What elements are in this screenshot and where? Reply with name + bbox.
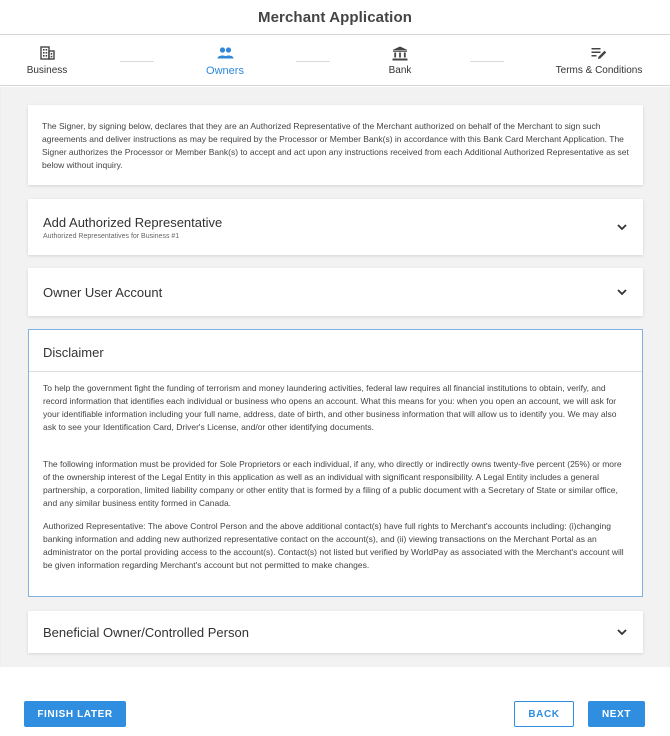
disclaimer-paragraph: Authorized Representative: The above Control Person and the above additional contact(s) have full rights to Merchant's accounts including: (i)changing banking information and adding new authorized representative contact on the account(s), and (ii) viewing transactions on the Merchant Portal as an administrator on the portal providing access to the account(s). Contact(s) not listed but verified by WorldPay as associated with the Merchant's account will be given information regarding Merchant's account but not permitted to make changes. (43, 521, 624, 570)
chevron-down-icon[interactable] (616, 626, 628, 638)
owner-user-account-section[interactable] (28, 268, 643, 316)
step-label: Business (26, 65, 68, 76)
progress-stepper (0, 34, 670, 86)
step-connector (470, 61, 504, 62)
next-button[interactable]: NEXT (588, 701, 645, 727)
add-authorized-representative-section[interactable] (28, 199, 643, 255)
signer-declaration-text: The Signer, by signing below, declares that they are an Authorized Representative of the Merchant authorized on behalf of the Merchant to sign such agreements and deliver instructions as may be required by the Processor or Member Bank(s) in accordance with this Bank Card Merchant Application. The Signer authorizes the Processor or Member Bank(s) to accept and act upon any instructions received from each Additional Authorized Representative as set below without inquiry. (42, 121, 629, 170)
app-header (0, 0, 670, 34)
section-title: Owner User Account (43, 284, 163, 300)
step-label: Terms & Conditions (555, 65, 643, 76)
back-button[interactable]: BACK (514, 701, 574, 727)
step-label: Owners (206, 64, 244, 77)
page-title: Merchant Application (258, 8, 412, 26)
building-icon (38, 44, 56, 62)
disclaimer-body (29, 372, 642, 572)
section-subtitle: Authorized Representatives for Business #1 (43, 232, 180, 240)
step-connector (120, 61, 154, 62)
chevron-down-icon[interactable] (616, 221, 628, 233)
chevron-down-icon[interactable] (616, 286, 628, 298)
footer-actions (0, 667, 670, 736)
step-owners[interactable] (195, 35, 255, 85)
signer-declaration-card (28, 105, 643, 185)
bank-icon (391, 44, 409, 62)
finish-later-button[interactable]: FINISH LATER (24, 701, 126, 727)
disclaimer-header[interactable] (29, 330, 642, 372)
people-icon (216, 44, 234, 62)
step-business[interactable] (18, 35, 76, 85)
section-title: Add Authorized Representative (43, 214, 223, 230)
disclaimer-paragraph: The following information must be provided for Sole Proprietors or each individual, if any, who directly or indirectly owns twenty-five percent (25%) or more of the ownership interest of the Legal Entity in this application as well as an individual with significant responsibility. A Legal Entity includes a general partnership, a corporation, limited liability company or other entity that is formed by a filing of a public document with a Secretary of State or similar office, and any similar business entity formed in Canada. (43, 459, 622, 508)
beneficial-owner-section[interactable] (28, 611, 643, 653)
disclaimer-section (28, 329, 643, 597)
step-connector (296, 61, 330, 62)
terms-edit-icon (590, 44, 608, 62)
section-title: Disclaimer (43, 345, 104, 360)
step-bank[interactable] (375, 35, 425, 85)
section-title: Beneficial Owner/Controlled Person (43, 624, 249, 640)
disclaimer-paragraph: To help the government fight the funding of terrorism and money laundering activities, federal law requires all financial institutions to obtain, verify, and record information that identifies each individual or business who opens an account. What this means for you: when you open an account, we will ask for your identifiable information including your full name, address, date of birth, and other business information that will allow us to identify you. We may also ask to see your Identification Card, Driver's License, and/or other identifying documents. (43, 383, 617, 432)
step-terms[interactable] (548, 35, 650, 85)
content-area[interactable] (0, 87, 670, 667)
step-label: Bank (388, 65, 412, 76)
